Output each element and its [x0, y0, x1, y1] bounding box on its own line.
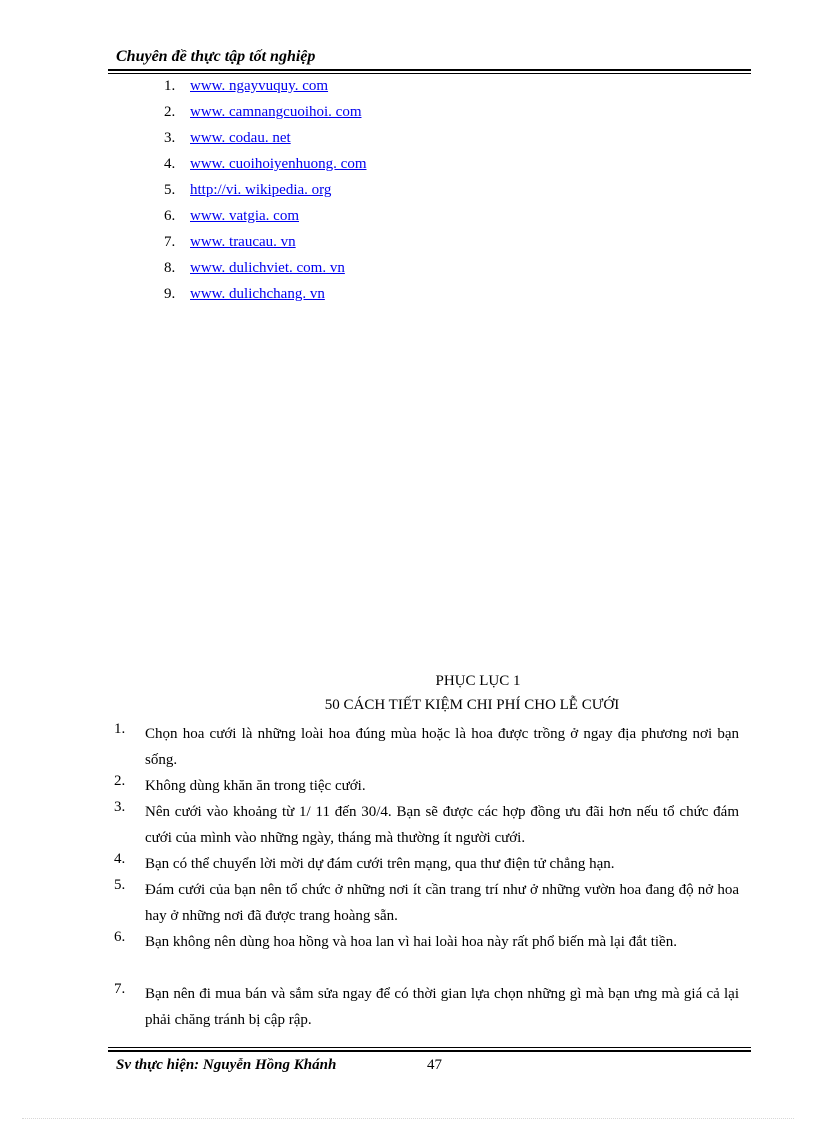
reference-link[interactable]: www. ngayvuquy. com — [190, 78, 329, 94]
list-number: 3. — [164, 130, 176, 146]
list-number: 2. — [114, 773, 126, 789]
list-number: 9. — [164, 286, 176, 302]
page-number: 47 — [427, 1057, 442, 1073]
list-number: 5. — [164, 182, 176, 198]
appendix-subtitle: 50 CÁCH TIẾT KIỆM CHI PHÍ CHO LỄ CƯỚI — [324, 697, 620, 713]
list-text: Bạn nên đi mua bán và sắm sửa ngay để có thời gian lựa chọn những gì mà bạn ưng mà giá cả lại phải chăng tránh bị cập rập. — [145, 986, 739, 1028]
reference-link[interactable]: www. dulichchang. vn — [190, 286, 325, 302]
list-text: Bạn có thể chuyển lời mời dự đám cưới trên mạng, qua thư điện tử chẳng hạn. — [145, 856, 615, 872]
list-text: Bạn không nên dùng hoa hồng và hoa lan vì hai loài hoa này rất phổ biến mà lại đắt tiền. — [145, 934, 677, 950]
reference-link[interactable]: www. codau. net — [190, 130, 291, 146]
header-rule-thin — [108, 73, 751, 74]
reference-link[interactable]: www. dulichviet. com. vn — [190, 260, 345, 276]
list-number: 1. — [114, 721, 126, 737]
footer-author: Sv thực hiện: Nguyễn Hồng Khánh — [116, 1057, 337, 1073]
reference-link[interactable]: www. traucau. vn — [190, 234, 296, 250]
header-title: Chuyên đề thực tập tốt nghiệp — [116, 48, 316, 65]
list-text: Không dùng khăn ăn trong tiệc cưới. — [145, 778, 366, 794]
list-number: 6. — [164, 208, 176, 224]
list-number: 1. — [164, 78, 176, 94]
footer-rule-thick — [108, 1050, 751, 1052]
reference-link[interactable]: www. camnangcuoihoi. com — [190, 104, 362, 120]
list-text: Chọn hoa cưới là những loài hoa đúng mùa hoặc là hoa được trồng ở ngay địa phương nơi bạn sống. — [145, 726, 739, 768]
reference-link[interactable]: www. cuoihoiyenhuong. com — [190, 156, 367, 172]
list-number: 3. — [114, 799, 126, 815]
appendix-title: PHỤC LỤC 1 — [435, 673, 521, 689]
footer-rule-thin — [108, 1047, 751, 1048]
list-text: Nên cưới vào khoảng từ 1/ 11 đến 30/4. Bạn sẽ được các hợp đồng ưu đãi hơn nếu tổ chức đám cưới của mình vào những ngày, tháng mà thường ít người cưới. — [145, 804, 739, 846]
list-number: 8. — [164, 260, 176, 276]
reference-link[interactable]: http://vi. wikipedia. org — [190, 182, 332, 198]
list-number: 2. — [164, 104, 176, 120]
list-number: 4. — [114, 851, 126, 867]
list-number: 4. — [164, 156, 176, 172]
page-bottom-border — [22, 1118, 794, 1119]
list-number: 5. — [114, 877, 126, 893]
list-number: 6. — [114, 929, 126, 945]
list-number: 7. — [114, 981, 126, 997]
reference-link[interactable]: www. vatgia. com — [190, 208, 299, 224]
list-text: Đám cưới của bạn nên tổ chức ở những nơi ít cần trang trí như ở những vườn hoa đang độ nở hoa hay ở những nơi đã được trang hoàng sẵn. — [145, 882, 739, 924]
header-rule-thick — [108, 69, 751, 71]
list-number: 7. — [164, 234, 176, 250]
